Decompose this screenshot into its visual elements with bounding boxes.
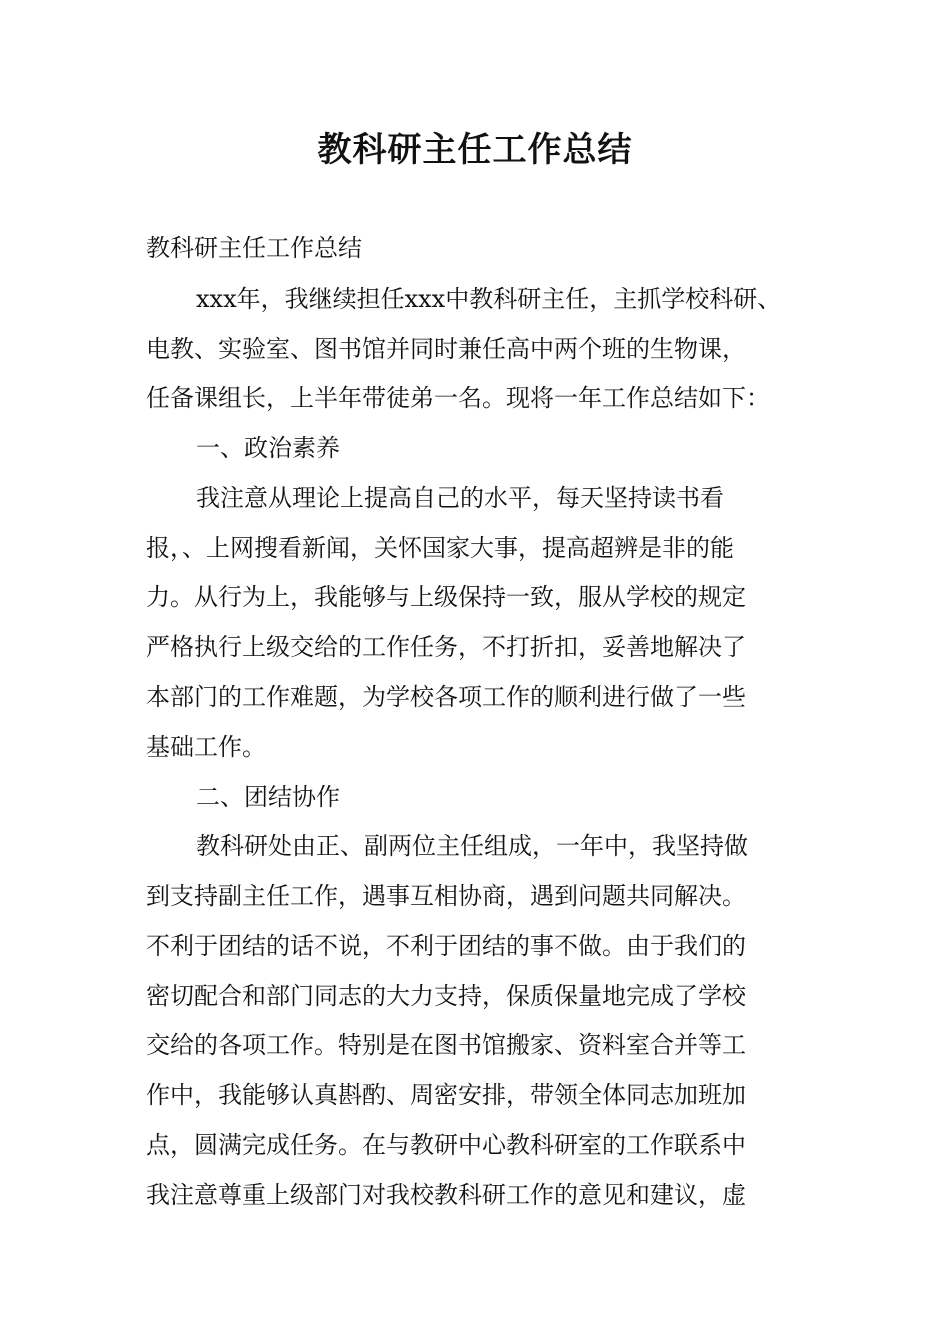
paragraph-line: 我注意尊重上级部门对我校教科研工作的意见和建议，虚: [146, 1181, 746, 1209]
paragraph-line: 作中，我能够认真斟酌、周密安排，带领全体同志加班加: [146, 1081, 746, 1109]
paragraph-line: 不利于团结的话不说，不利于团结的事不做。由于我们的: [146, 932, 746, 960]
paragraph-line: 力。从行为上，我能够与上级保持一致，服从学校的规定: [146, 583, 746, 611]
paragraph-line: 基础工作。: [146, 733, 266, 761]
section-heading: 二、团结协作: [196, 783, 340, 811]
paragraph-line: 报，、上网搜看新闻，关怀国家大事，提高超辨是非的能: [146, 534, 734, 562]
paragraph-line: 我注意从理论上提高自己的水平，每天坚持读书看: [196, 484, 724, 512]
paragraph-line: 任备课组长，上半年带徒弟一名。现将一年工作总结如下：: [146, 384, 770, 412]
subtitle-line: 教科研主任工作总结: [146, 234, 362, 262]
paragraph-line: 到支持副主任工作，遇事互相协商，遇到问题共同解决。: [146, 882, 746, 910]
paragraph-line: 电教、实验室、图书馆并同时兼任高中两个班的生物课，: [146, 335, 746, 363]
paragraph-line: xxx年，我继续担任xxx中教科研主任，主抓学校科研、: [196, 285, 782, 313]
paragraph-line: 密切配合和部门同志的大力支持，保质保量地完成了学校: [146, 982, 746, 1010]
paragraph-line: 交给的各项工作。特别是在图书馆搬家、资料室合并等工: [146, 1031, 746, 1059]
paragraph-line: 严格执行上级交给的工作任务，不打折扣，妥善地解决了: [146, 633, 746, 661]
section-heading: 一、政治素养: [196, 434, 340, 462]
paragraph-line: 本部门的工作难题，为学校各项工作的顺利进行做了一些: [146, 683, 746, 711]
document-title: 教科研主任工作总结: [317, 130, 633, 170]
paragraph-line: 教科研处由正、副两位主任组成，一年中，我坚持做: [196, 832, 748, 860]
paragraph-line: 点，圆满完成任务。在与教研中心教科研室的工作联系中: [146, 1131, 746, 1159]
